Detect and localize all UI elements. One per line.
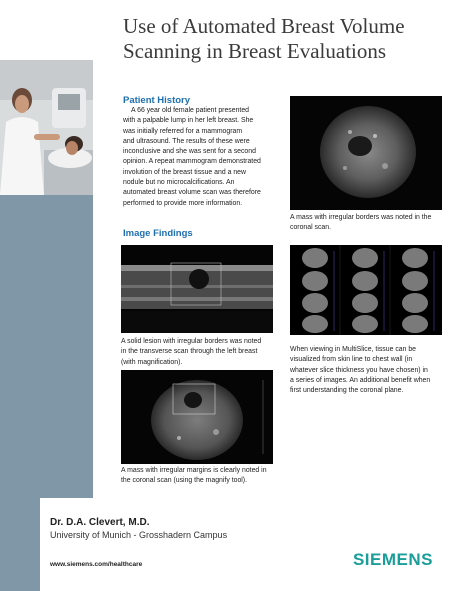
- website-link[interactable]: www.siemens.com/healthcare: [50, 561, 143, 568]
- patient-history-line: involution of the breast tissue and a new: [123, 168, 246, 176]
- multislice-caption: [290, 345, 448, 396]
- caption-line: A mass with irregular borders was noted in the: [290, 214, 432, 221]
- caption-line: first understanding the coronal plane.: [290, 387, 404, 395]
- coronal-magnified-image: [121, 370, 273, 464]
- caption-line: the coronal scan (using the magnify tool).: [121, 477, 248, 485]
- coronal-left-caption: [121, 466, 281, 487]
- caption-line: a series of images. An additional benefit when: [290, 376, 431, 384]
- image-findings-heading: Image Findings: [123, 228, 193, 239]
- patient-history-text: [123, 106, 288, 209]
- coronal-right-caption: [290, 213, 445, 234]
- caption-line: A mass with irregular margins is clearly noted in: [121, 467, 267, 474]
- siemens-logo: SIEMENS: [352, 550, 433, 569]
- author-affiliation: University of Munich - Grosshadern Campus: [50, 530, 228, 540]
- patient-history-line: A 66 year old female patient presented: [131, 107, 249, 114]
- patient-history-line: nodule but no microcalcifications. An: [123, 179, 235, 187]
- patient-history-line: and ultrasound. The results of these were: [123, 137, 250, 145]
- patient-history-heading: Patient History: [123, 95, 191, 106]
- patient-history-line: opinion. A repeat mammogram demonstrated: [123, 158, 261, 166]
- author-name: Dr. D.A. Clevert, M.D.: [50, 517, 150, 528]
- footer: [40, 498, 451, 591]
- sidebar-top-gap: [0, 0, 93, 60]
- caption-line: whatever slice thickness you have chosen) in: [290, 366, 428, 374]
- patient-history-line: with a palpable lump in her left breast. She: [123, 117, 254, 125]
- coronal-scan-image: [290, 96, 442, 210]
- caption-line: A solid lesion with irregular borders was noted: [121, 338, 262, 345]
- patient-history-line: automated breast volume scan was therefore: [123, 189, 261, 197]
- page-title: Use of Automated Breast Volume Scanning in Breast Evaluations: [123, 14, 405, 63]
- clinic-photo: [0, 60, 93, 195]
- caption-line: When viewing in MultiSlice, tissue can be: [290, 346, 417, 353]
- caption-line: in the transverse scan through the left breast: [121, 348, 258, 356]
- patient-history-line: performed to provide more information.: [123, 199, 243, 207]
- caption-line: coronal scan.: [290, 224, 331, 232]
- patient-history-line: was initially referred for a mammogram: [123, 127, 243, 135]
- transverse-scan-image: [121, 245, 273, 333]
- caption-line: (with magnification).: [121, 358, 183, 366]
- transverse-caption: [121, 337, 279, 368]
- caption-line: visualized from skin line to chest wall (in: [290, 356, 413, 364]
- patient-history-line: inconclusive and she was sent for a second: [123, 148, 256, 156]
- multislice-image: [290, 245, 442, 335]
